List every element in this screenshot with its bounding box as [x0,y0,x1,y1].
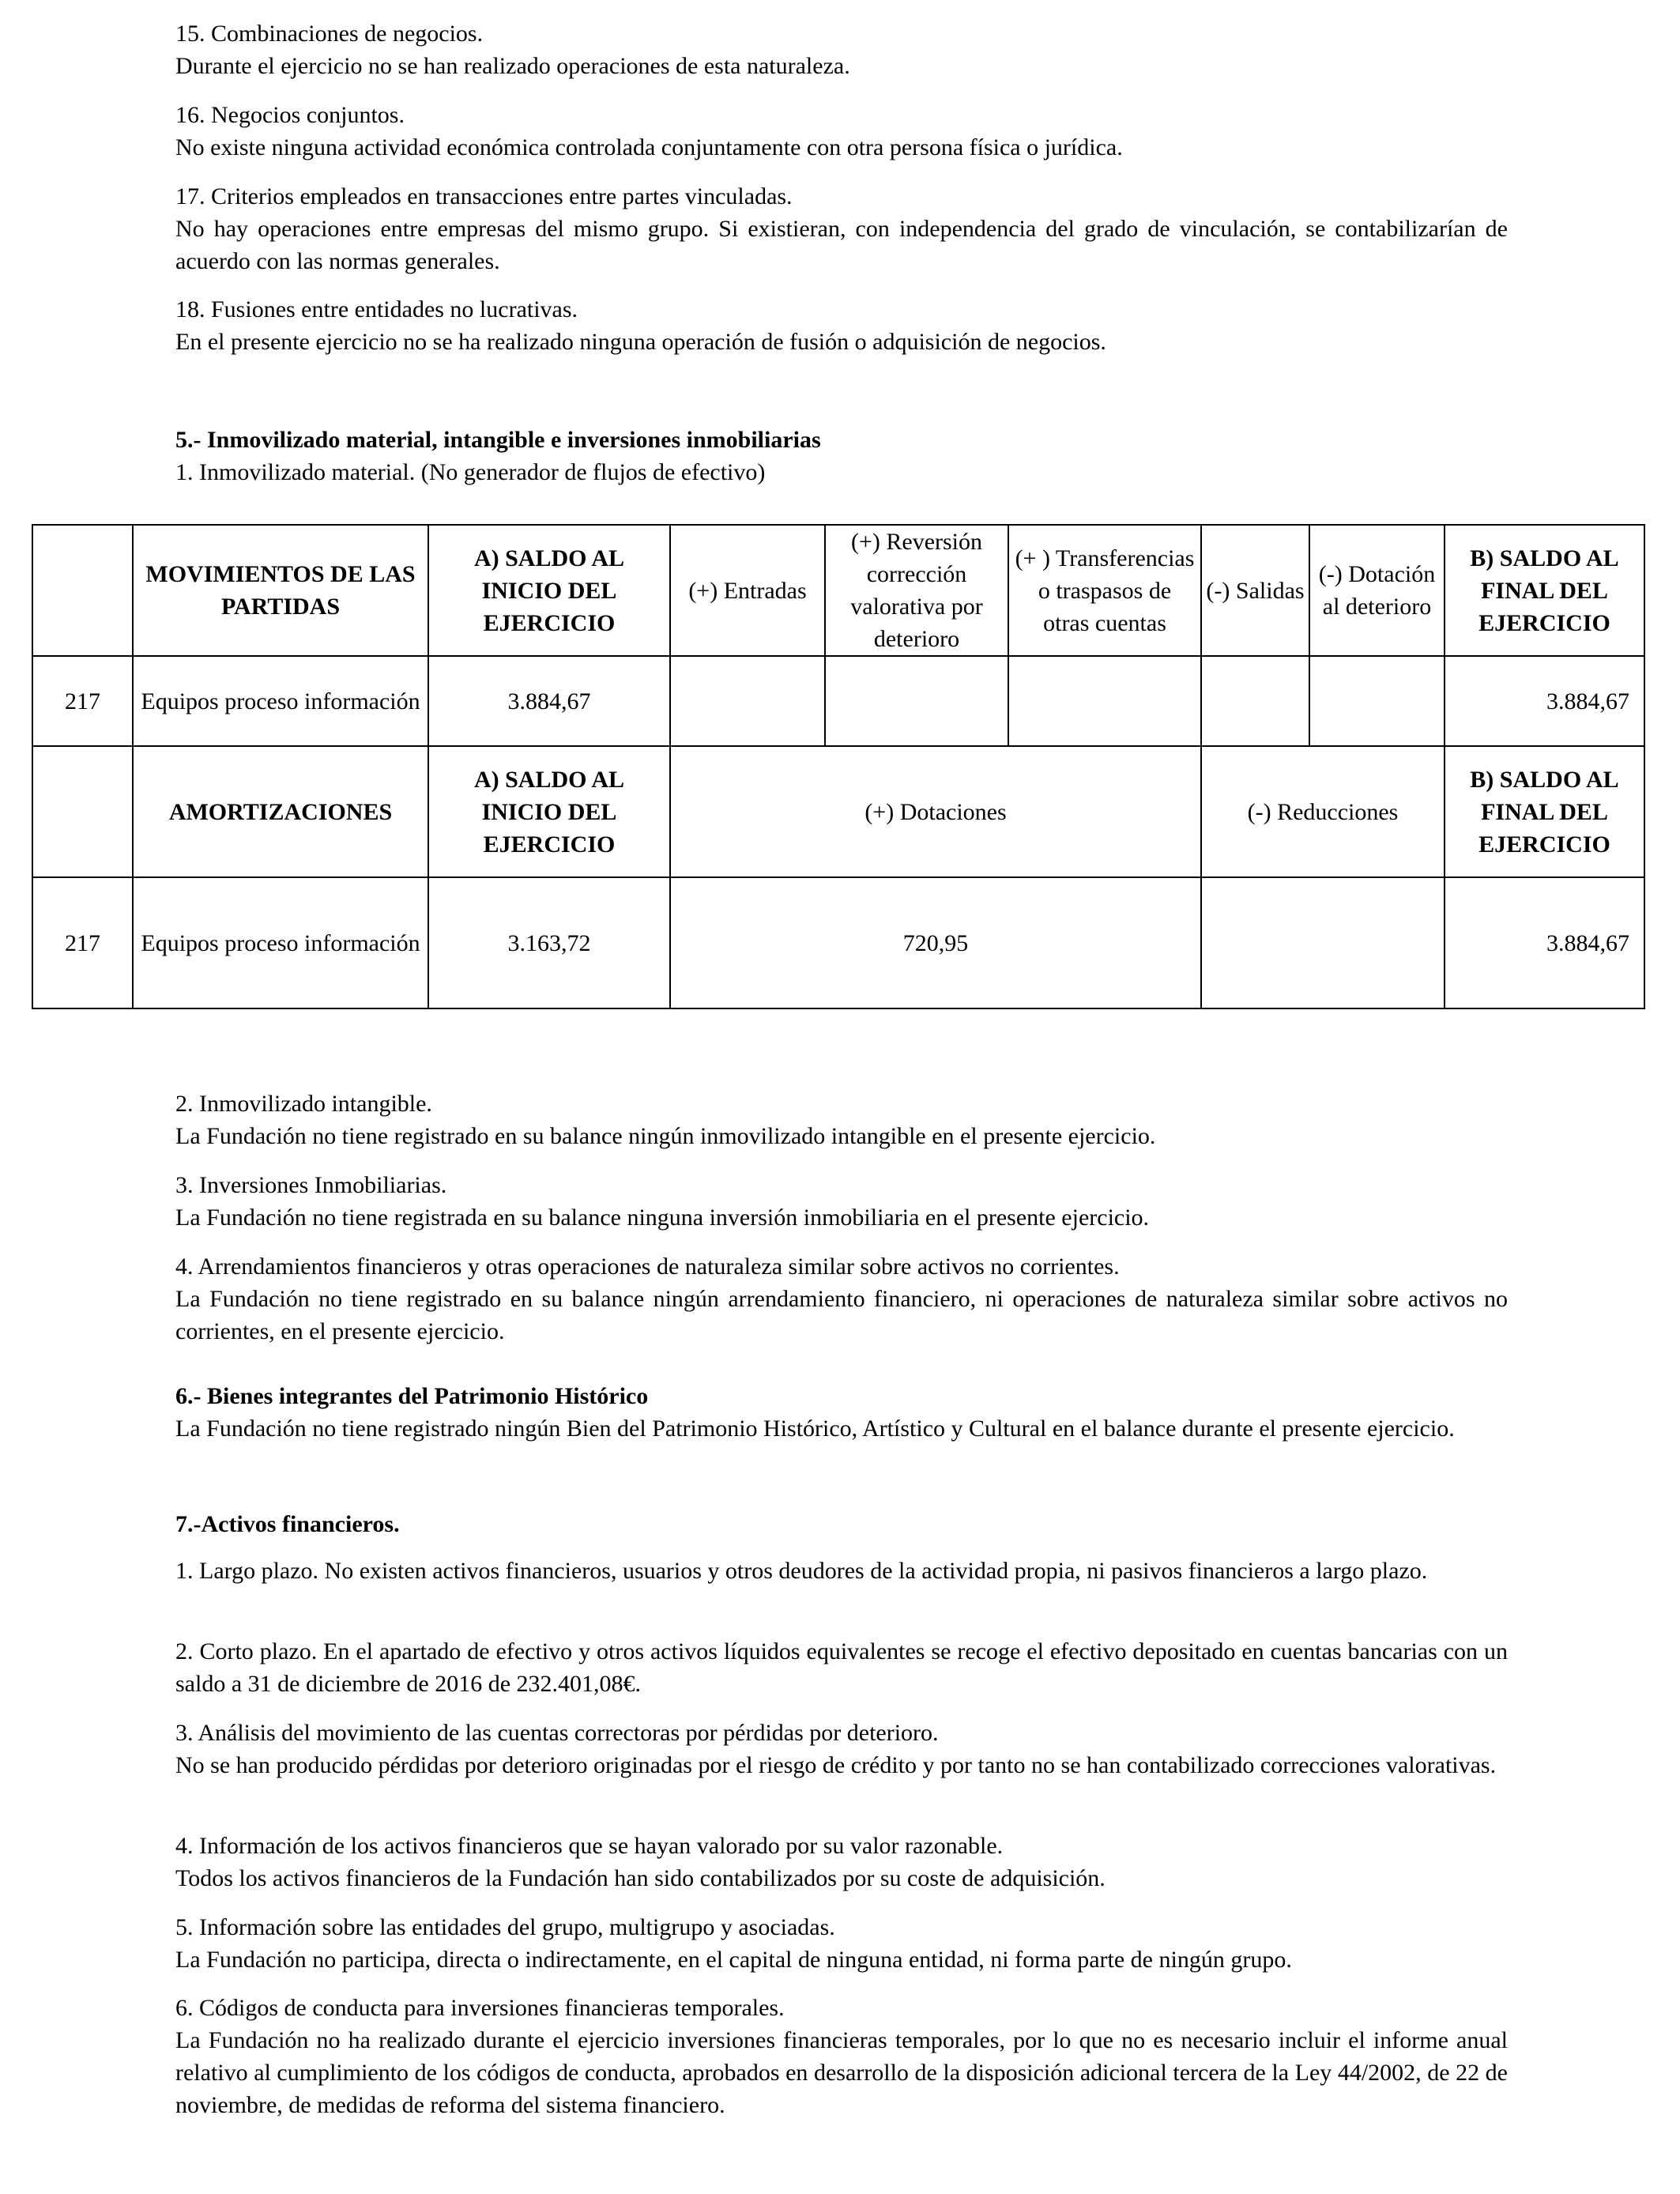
dotacion-header: (-) Dotación al deterioro [1309,525,1445,656]
reversion-value [825,656,1008,746]
saldo-final-value: 3.884,67 [1445,877,1644,1008]
table-row [32,656,1644,746]
dotaciones-header: (+) Dotaciones [670,746,1201,877]
section-title: 6.- Bienes integrantes del Patrimonio Histórico [175,1383,649,1409]
section-7-item [175,1992,1508,2121]
section-heading: 16. Negocios conjuntos. [175,102,405,128]
section-heading: 2. Inmovilizado intangible. [175,1091,432,1117]
section-text: La Fundación no tiene registrado en su balance ningún inmovilizado intangible en el presente ejercicio. [175,1123,1156,1149]
table-header-row [32,525,1644,656]
saldo-inicio-header: A) SALDO AL INICIO DEL EJERCICIO [428,525,670,656]
item-text: Todos los activos financieros de la Fundación han sido contabilizados por su coste de adquisición. [175,1865,1106,1891]
section-7-title [175,1508,1508,1540]
section-title: 5.- Inmovilizado material, intangible e inversiones inmobiliarias [175,427,821,453]
code-header-cell [32,525,133,656]
section-text: La Fundación no tiene registrada en su balance ninguna inversión inmobiliaria en el presente ejercicio. [175,1204,1150,1231]
amortizaciones-header: AMORTIZACIONES [133,746,428,877]
reducciones-value [1201,877,1445,1008]
code-header-cell [32,746,133,877]
entradas-header: (+) Entradas [670,525,825,656]
section-inversiones-inmobiliarias [175,1169,1508,1234]
saldo-final-header: B) SALDO AL FINAL DEL EJERCICIO [1445,525,1644,656]
section-heading: 3. Inversiones Inmobiliarias. [175,1172,447,1198]
section-text: La Fundación no tiene registrado en su balance ningún arrendamiento financiero, ni operaciones de naturaleza similar sobre activos no corrientes, en el presente ejercicio. [175,1286,1508,1344]
section-heading: 17. Criterios empleados en transacciones entre partes vinculadas. [175,183,793,209]
section-subtitle: 1. Inmovilizado material. (No generador de flujos de efectivo) [175,459,766,485]
paragraph-largo-plazo: 1. Largo plazo. No existen activos financieros, usuarios y otros deudores de la actividad propia, ni pasivos financieros a largo plazo. [175,1558,1428,1584]
transferencias-header: (+ ) Transferencias o traspasos de otras cuentas [1008,525,1201,656]
section-5 [175,424,1508,488]
saldo-final-header: B) SALDO AL FINAL DEL EJERCICIO [1445,746,1644,877]
section-7-item [175,1911,1508,1976]
inmovilizado-table [32,524,1645,1009]
entradas-value [670,656,825,746]
item-heading: 3. Análisis del movimiento de las cuentas correctoras por pérdidas por deterioro. [175,1720,939,1746]
paragraph-corto-plazo: 2. Corto plazo. En el apartado de efectivo y otros activos líquidos equivalentes se recoge el efectivo depositado en cuentas bancarias con un saldo a 31 de diciembre de 2016 de 232.401,08€. [175,1638,1508,1697]
account-name: Equipos proceso información [133,656,428,746]
section-16 [175,99,1508,164]
section-17 [175,180,1508,277]
section-title: 7.-Activos financieros. [175,1511,400,1537]
transferencias-value [1008,656,1201,746]
item-text: La Fundación no ha realizado durante el ejercicio inversiones financieras temporales, por lo que no es necesario incluir el informe anual relativo al cumplimiento de los códigos de conducta, aprobados en desarrollo de la disposición adicional tercera de la Ley 44/2002, de 22 de noviembre, de medidas de reforma del sistema financiero. [175,2027,1508,2118]
account-name: Equipos proceso información [133,877,428,1008]
reducciones-header: (-) Reducciones [1201,746,1445,877]
dotaciones-value: 720,95 [670,877,1201,1008]
section-heading: 4. Arrendamientos financieros y otras operaciones de naturaleza similar sobre activos no corrientes. [175,1253,1120,1280]
account-code: 217 [32,656,133,746]
salidas-value [1201,656,1309,746]
section-7-item [175,1830,1508,1894]
section-arrendamientos [175,1250,1508,1348]
section-18 [175,293,1508,358]
saldo-inicio-header: A) SALDO AL INICIO DEL EJERCICIO [428,746,670,877]
section-text: No existe ninguna actividad económica controlada conjuntamente con otra persona física o jurídica. [175,134,1123,160]
table-row [32,877,1644,1008]
item-heading: 6. Códigos de conducta para inversiones financieras temporales. [175,1995,785,2021]
section-heading: 18. Fusiones entre entidades no lucrativas. [175,296,578,322]
section-inmovilizado-intangible [175,1088,1508,1152]
item-text: No se han producido pérdidas por deterioro originadas por el riesgo de crédito y por tanto no se han contabilizado correcciones valorativas. [175,1752,1497,1778]
item-text: La Fundación no participa, directa o indirectamente, en el capital de ninguna entidad, ni forma parte de ningún grupo. [175,1947,1292,1973]
movimientos-header: MOVIMIENTOS DE LAS PARTIDAS [133,525,428,656]
saldo-inicio-value: 3.163,72 [428,877,670,1008]
section-text: La Fundación no tiene registrado ningún Bien del Patrimonio Histórico, Artístico y Cultural en el balance durante el presente ejercicio. [175,1416,1455,1442]
salidas-header: (-) Salidas [1201,525,1309,656]
item-heading: 5. Información sobre las entidades del grupo, multigrupo y asociadas. [175,1914,835,1940]
saldo-final-value: 3.884,67 [1445,656,1644,746]
amortizaciones-header-row [32,746,1644,877]
dotacion-value [1309,656,1445,746]
section-6 [175,1380,1508,1445]
item-heading: 4. Información de los activos financieros que se hayan valorado por su valor razonable. [175,1833,1004,1859]
section-15 [175,17,1508,82]
account-code: 217 [32,877,133,1008]
section-text: En el presente ejercicio no se ha realizado ninguna operación de fusión o adquisición de negocios. [175,329,1106,355]
section-text: No hay operaciones entre empresas del mismo grupo. Si existieran, con independencia del grado de vinculación, se contabilizarían de acuerdo con las normas generales. [175,216,1508,274]
saldo-inicio-value: 3.884,67 [428,656,670,746]
section-7-item [175,1717,1508,1781]
section-heading: 15. Combinaciones de negocios. [175,21,484,47]
section-text: Durante el ejercicio no se han realizado operaciones de esta naturaleza. [175,53,850,79]
reversion-header: (+) Reversión corrección valorativa por deterioro [825,525,1008,656]
